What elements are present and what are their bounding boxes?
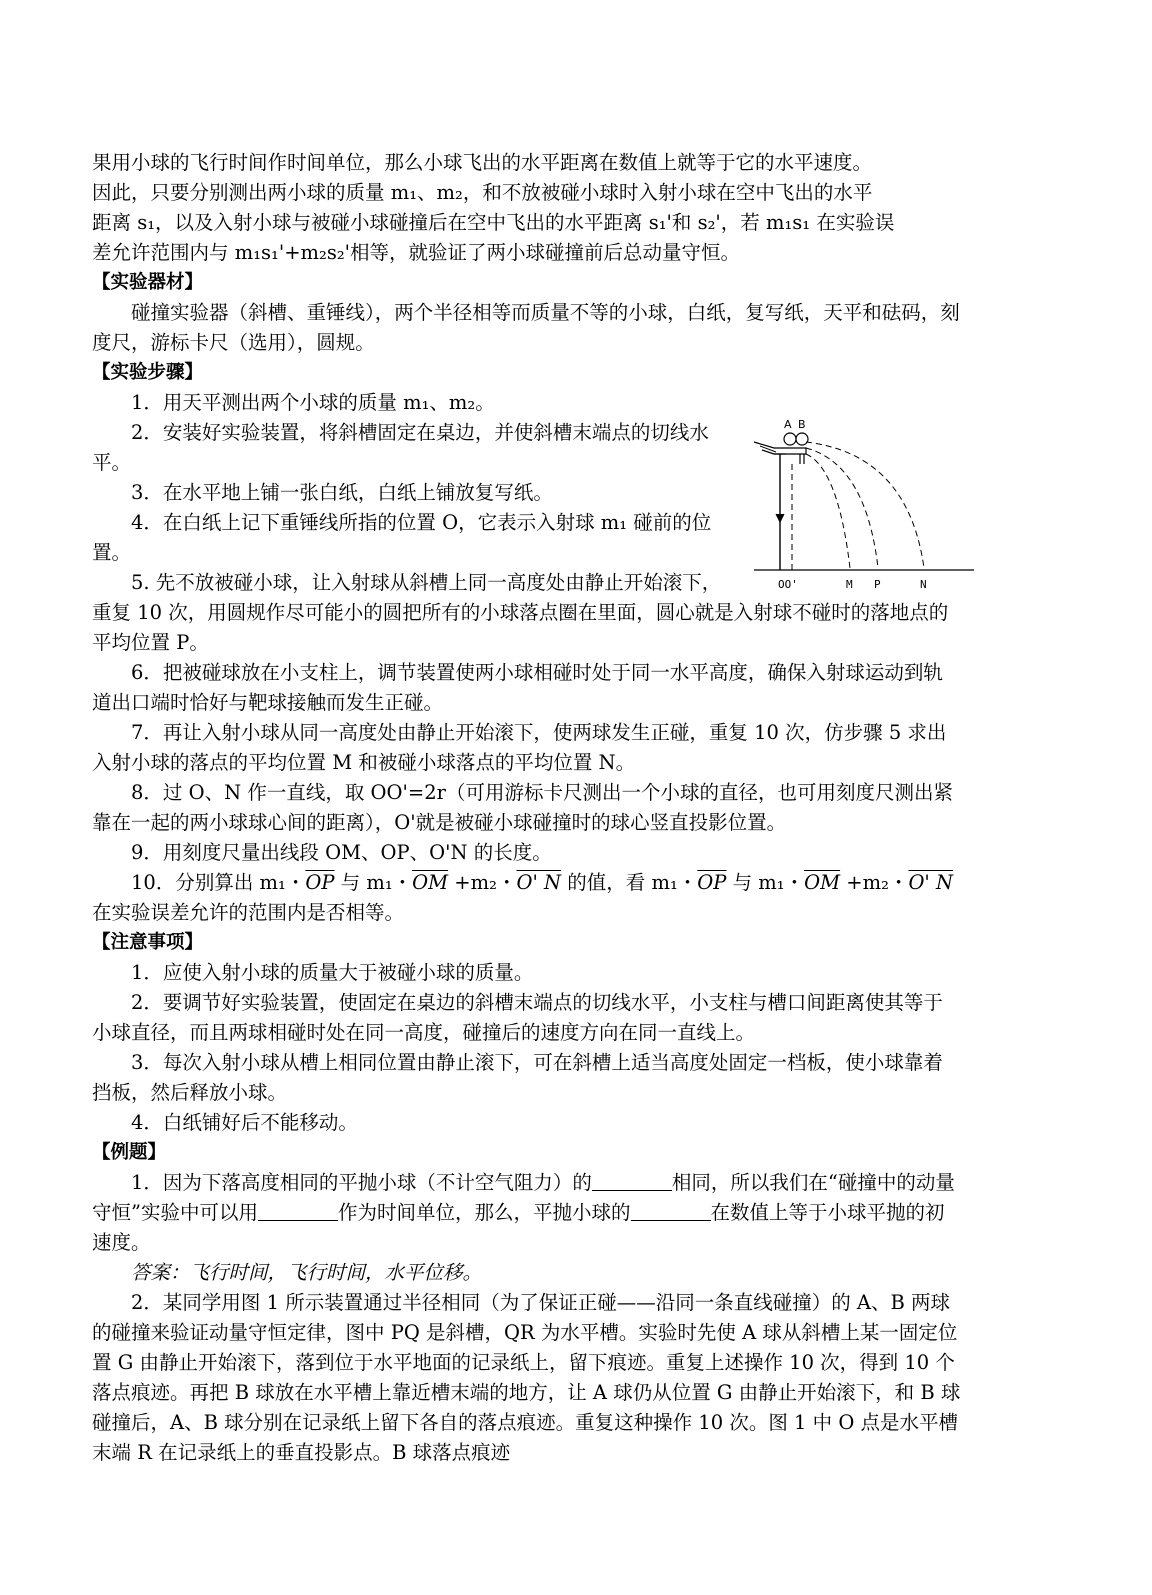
steps-heading: 【实验步骤】 (92, 362, 204, 383)
notes-heading: 【注意事项】 (92, 932, 204, 953)
trajectory-p (806, 448, 878, 568)
segment-op-2: $\overline{OP}$ (697, 871, 727, 894)
segment-on-2: O' N (908, 871, 954, 894)
segment-om-2: $\overline{OM}$ (804, 871, 841, 894)
intro-line-3: 距离 s₁，以及入射小球与被碰小球碰撞后在空中飞出的水平距离 s₁'和 s₂'，若 m₁s₁ 在实验误 (92, 211, 895, 234)
document-page (92, 148, 962, 1468)
step-10-part: 10．分别算出 m₁・ (131, 871, 306, 894)
trajectory-n (806, 442, 924, 568)
step-10-part: 与 m₁・ (334, 871, 413, 894)
step-5: 5. 先不放被碰小球，让入射球从斜槽上同一高度处由静止开始滚下，重复 10 次，用圆规作尽可能小的圆把所有的小球落点圈在里面，圆心就是入射球不碰时的落地点的平均位置 P。 (92, 571, 949, 654)
segment-om: $\overline{OM}$ (412, 871, 449, 894)
step-10 (92, 868, 962, 898)
ball-a (784, 433, 796, 445)
question-2: 2．某同学用图 1 所示装置通过半径相同（为了保证正碰——沿同一条直线碰撞）的 A、B 两球的碰撞来验证动量守恒定律，图中 PQ 是斜槽，QR 为水平槽。实验时先使 A 球从斜槽上某一固定位置 G 由静止开始滚下，落到位于水平地面的记录纸上，留下痕迹。重复上述操作 10 次，得到 10 个落点痕迹。再把 B 球放在水平槽上靠近槽末端的地方，让 A 球仍从位置 G 由静止开始滚下，和 B 球碰撞后，A、B 球分别在记录纸上留下各自的落点痕迹。重复这种操作 10 次。图 1 中 O 点是水平槽末端 R 在记录纸上的垂直投影点。B 球落点痕迹 (92, 1291, 961, 1464)
label-oo: OO' (778, 578, 798, 591)
answer-blank[interactable] (258, 1202, 338, 1221)
step-3: 3．在水平地上铺一张白纸，白纸上铺放复写纸。 (131, 481, 553, 504)
note-2: 2．要调节好实验装置，使固定在桌边的斜槽末端点的切线水平，小支柱与槽口间距离使其等于小球直径，而且两球相碰时处在同一高度，碰撞后的速度方向在同一直线上。 (92, 991, 943, 1044)
step-10-part: +m₂・ (448, 871, 517, 894)
step-8: 8．过 O、N 作一直线，取 OO'=2r（可用游标卡尺测出一个小球的直径，也可用刻度尺测出紧靠在一起的两小球球心间的距离），O'就是被碰小球碰撞时的球心竖直投影位置。 (92, 781, 953, 834)
label-b: B (798, 418, 806, 431)
label-m: M (846, 578, 853, 591)
step-10-tail: 在实验误差允许的范围内是否相等。 (92, 901, 405, 924)
segment-on: O' N (516, 871, 562, 894)
equipment-heading: 【实验器材】 (92, 272, 204, 293)
note-3: 3．每次入射小球从槽上相同位置由静止滚下，可在斜槽上适当高度处固定一档板，使小球靠着挡板，然后释放小球。 (92, 1051, 943, 1104)
label-p: P (874, 578, 881, 591)
segment-op: $\overline{OP}$ (305, 871, 335, 894)
intro-line-4: 差允许范围内与 m₁s₁'+m₂s₂'相等，就验证了两小球碰撞前后总动量守恒。 (92, 241, 741, 264)
step-9: 9．用刻度尺量出线段 OM、OP、O'N 的长度。 (131, 841, 552, 864)
answer-blank[interactable] (592, 1172, 672, 1191)
question-1-part: 在数值上等于小球平抛的初速度。 (92, 1201, 945, 1254)
step-7: 7．再让入射小球从同一高度处由静止开始滚下，使两球发生正碰，重复 10 次，仿步骤 5 求出入射小球的落点的平均位置 M 和被碰小球落点的平均位置 N。 (92, 721, 947, 774)
answer-1: 答案：飞行时间，飞行时间，水平位移。 (131, 1261, 483, 1284)
step-10-part: +m₂・ (840, 871, 909, 894)
ball-b (796, 433, 808, 445)
label-a: A (784, 418, 792, 431)
question-1-part: 相同，所以我们在“碰撞中的动量守恒”实验中可以用 (92, 1171, 955, 1224)
question-1 (92, 1168, 962, 1258)
equipment-text: 碰撞实验器（斜槽、重锤线），两个半径相等而质量不等的小球，白纸，复写纸，天平和砝码，刻度尺，游标卡尺（选用），圆规。 (92, 301, 960, 354)
step-1: 1．用天平测出两个小球的质量 m₁、m₂。 (131, 391, 495, 414)
question-1-part: 1．因为下落高度相同的平抛小球（不计空气阻力）的 (131, 1171, 592, 1194)
intro-line-1: 果用小球的飞行时间作时间单位，那么小球飞出的水平距离在数值上就等于它的水平速度。 (92, 151, 873, 174)
apparatus-diagram (748, 418, 978, 594)
step-10-part: 的值，看 m₁・ (561, 871, 698, 894)
intro-line-2: 因此，只要分别测出两小球的质量 m₁、m₂，和不放被碰小球时入射小球在空中飞出的水平 (92, 181, 873, 204)
note-1: 1．应使入射小球的质量大于被碰小球的质量。 (131, 961, 534, 984)
examples-heading: 【例题】 (92, 1142, 167, 1163)
answer-blank[interactable] (631, 1202, 711, 1221)
step-4: 4．在白纸上记下重锤线所指的位置 O，它表示入射球 m₁ 碰前的位置。 (92, 511, 712, 564)
step-6: 6．把被碰球放在小支柱上，调节装置使两小球相碰时处于同一水平高度，确保入射球运动到轨道出口端时恰好与靶球接触而发生正碰。 (92, 661, 943, 714)
question-1-part: 作为时间单位，那么，平抛小球的 (337, 1201, 631, 1224)
label-n: N (920, 578, 927, 591)
step-2: 2．安装好实验装置，将斜槽固定在桌边，并使斜槽末端点的切线水平。 (92, 421, 709, 474)
note-4: 4．白纸铺好后不能移动。 (131, 1111, 358, 1134)
step-10-part: 与 m₁・ (726, 871, 805, 894)
